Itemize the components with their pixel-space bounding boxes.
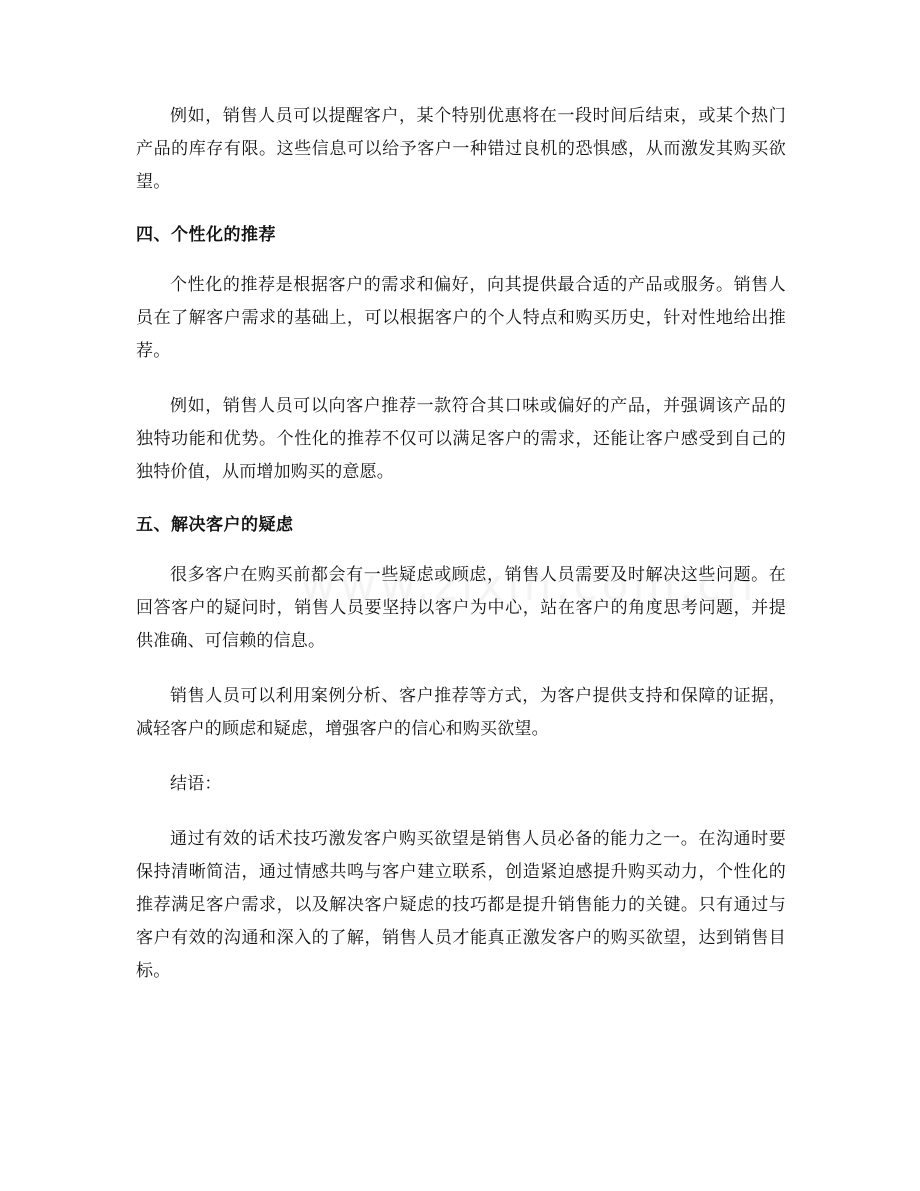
paragraph-personalized-definition: 个性化的推荐是根据客户的需求和偏好，向其提供最合适的产品或服务。销售人员在了解客户需求的基础上，可以根据客户的个人特点和购买历史，针对性地给出推荐。 <box>136 275 786 361</box>
paragraph-doubts-methods: 销售人员可以利用案例分析、客户推荐等方式，为客户提供支持和保障的证据，减轻客户的顾虑和疑虑，增强客户的信心和购买欲望。 <box>136 686 786 739</box>
paragraph-urgency-example: 例如，销售人员可以提醒客户，某个特别优惠将在一段时间后结束，或某个热门产品的库存有限。这些信息可以给予客户一种错过良机的恐惧感，从而激发其购买欲望。 <box>136 106 786 192</box>
paragraph-personalized-example: 例如，销售人员可以向客户推荐一款符合其口味或偏好的产品，并强调该产品的独特功能和优势。个性化的推荐不仅可以满足客户的需求，还能让客户感受到自己的独特价值，从而增加购买的意愿。 <box>136 396 786 482</box>
section-heading-personalized-recommendation: 四、个性化的推荐 <box>136 225 276 245</box>
section-heading-resolve-doubts: 五、解决客户的疑虑 <box>136 515 294 535</box>
conclusion-label: 结语： <box>170 774 222 794</box>
document-body <box>136 100 786 1010</box>
paragraph-conclusion: 通过有效的话术技巧激发客户购买欲望是销售人员必备的能力之一。在沟通时要保持清晰简洁，通过情感共鸣与客户建立联系，创造紧迫感提升购买动力，个性化的推荐满足客户需求，以及解决客户疑虑的技巧都是提升销售能力的关键。只有通过与客户有效的沟通和深入的了解，销售人员才能真正激发客户的购买欲望，达到销售目标。 <box>136 829 786 981</box>
paragraph-doubts-intro: 很多客户在购买前都会有一些疑虑或顾虑，销售人员需要及时解决这些问题。在回答客户的疑问时，销售人员要坚持以客户为中心，站在客户的角度思考问题，并提供准确、可信赖的信息。 <box>136 565 786 651</box>
